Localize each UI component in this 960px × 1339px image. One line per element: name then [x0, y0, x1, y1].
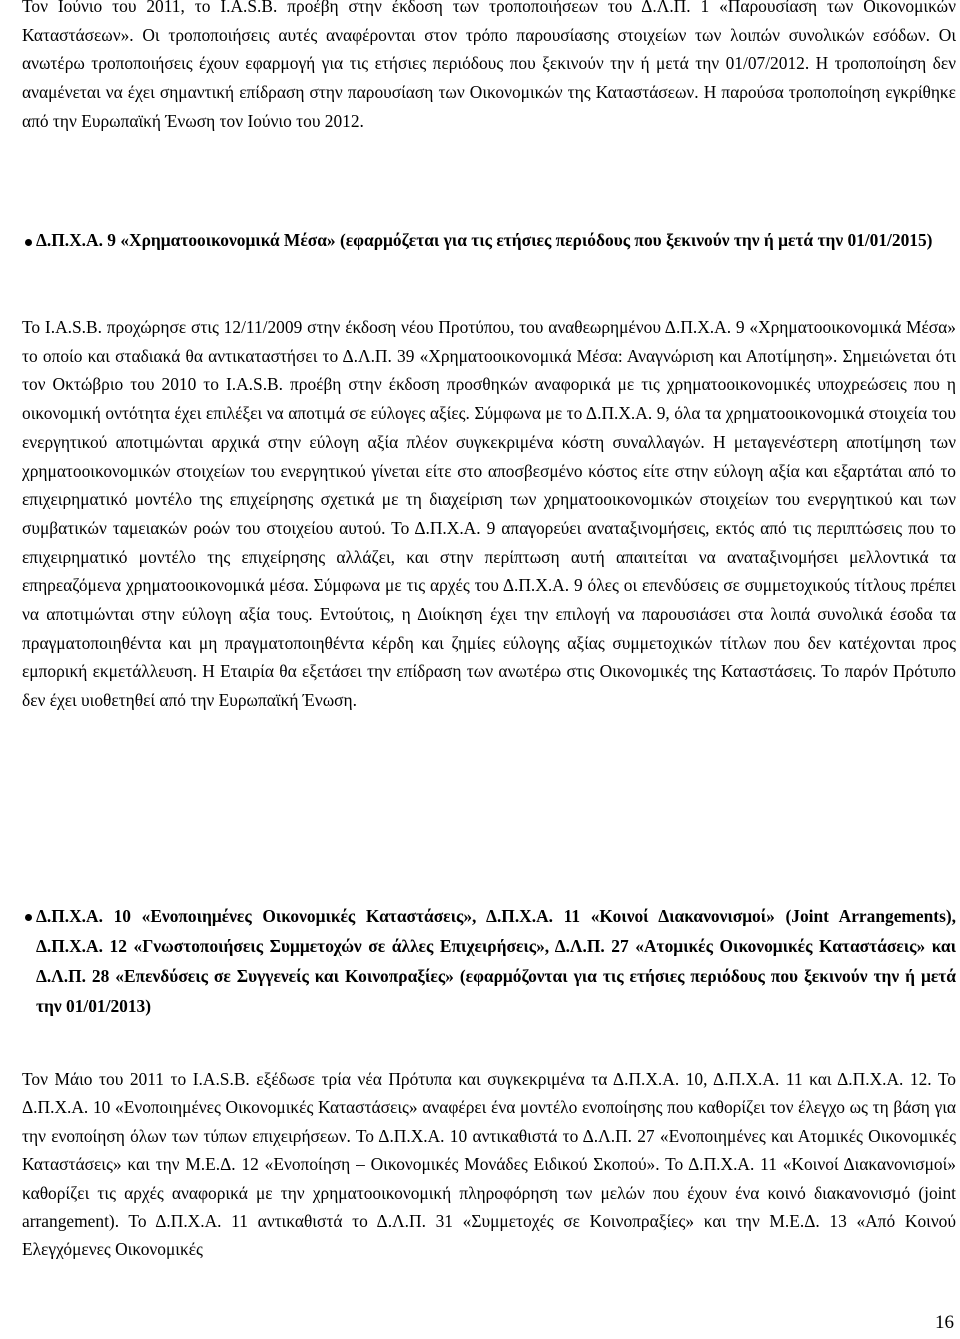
- paragraph-ifrs10-11-12: Τον Μάιο του 2011 το I.A.S.B. εξέδωσε τρία νέα Πρότυπα και συγκεκριμένα τα Δ.Π.Χ.Α. 10, Δ.Π.Χ.Α. 11 και Δ.Π.Χ.Α. 12. Το Δ.Π.Χ.Α. 10 «Ενοποιημένες Οικονομικές Καταστάσεις» αναφέρει ένα μοντέλο ενοποίησης που καθορίζει τον έλεγχο ως τη βάση για την ενοποίηση όλων των τύπων επιχειρήσεων. Το Δ.Π.Χ.Α. 10 αντικαθιστά το Δ.Λ.Π. 27 «Ενοποιημένες και Ατομικές Οικονομικές Καταστάσεις» και την Μ.Ε.Δ. 12 «Ενοποίηση – Οικονομικές Μονάδες Ειδικού Σκοπού». Το Δ.Π.Χ.Α. 11 «Κοινοί Διακανονισμοί» καθορίζει τις αρχές αναφορικά με την χρηματοοικονομική πληροφόρηση των μελών που έχουν ένα κοινό διακανονισμό (joint arrangement). Το Δ.Π.Χ.Α. 11 αντικαθιστά το Δ.Λ.Π. 31 «Συμμετοχές σε Κοινοπραξίες» και την Μ.Ε.Δ. 13 «Από Κοινού Ελεγχόμενες Οικονομικές: [22, 1069, 956, 1260]
- bullet-icon: [25, 239, 32, 246]
- page-number: 16: [935, 1312, 954, 1333]
- paragraph-ias1-amendment: Τον Ιούνιο του 2011, το I.A.S.B. προέβη στην έκδοση των τροποποιήσεων του Δ.Λ.Π. 1 «Παρουσίαση των Οικονομικών Καταστάσεων». Οι τροποποιήσεις αυτές αναφέρονται στον τρόπο παρουσίασης στοιχείων των λοιπών συνολικών εσόδων. Οι ανωτέρω τροποποιήσεις έχουν εφαρμογή για τις ετήσιες περιόδους που ξεκινούν την ή μετά την 01/07/2012. Η τροποποίηση δεν αναμένεται να έχει σημαντική επίδραση στην παρουσίαση των Οικονομικών της Καταστάσεων. Η παρούσα τροποποίηση εγκρίθηκε από την Ευρωπαϊκή Ένωση τον Ιούνιο του 2012.: [22, 0, 956, 131]
- paragraph-ifrs9: Το I.A.S.B. προχώρησε στις 12/11/2009 στην έκδοση νέου Προτύπου, του αναθεωρημένου Δ.Π.Χ.Α. 9 «Χρηματοοικονομικά Μέσα» το οποίο και σταδιακά θα αντικαταστήσει το Δ.Λ.Π. 39 «Χρηματοοικονομικά Μέσα: Αναγνώριση και Αποτίμηση». Σημειώνεται ότι τον Οκτώβριο του 2010 το I.A.S.B. προέβη στην έκδοση προσθηκών αναφορικά με τις χρηματοοικονομικές υποχρεώσεις που η οικονομική οντότητα έχει επιλέξει να αποτιμά σε εύλογες αξίες. Σύμφωνα με το Δ.Π.Χ.Α. 9, όλα τα χρηματοοικονομικά στοιχεία του ενεργητικού αποτιμώνται αρχικά στην εύλογη αξία πλέον συγκεκριμένα κόστη συναλλαγών. Η μεταγενέστερη αποτίμηση των χρηματοοικονομικών στοιχείων του ενεργητικού γίνεται είτε στο αποσβεσμένο κόστος είτε στην εύλογη αξία και εξαρτάται από το επιχειρηματικό μοντέλο της επιχείρησης σχετικά με τη διαχείριση των χρηματοοικονομικών στοιχείων του ενεργητικού και των συμβατικών ταμειακών ροών του στοιχείου αυτού. Το Δ.Π.Χ.Α. 9 απαγορεύει αναταξινομήσεις, εκτός από τις περιπτώσεις που το επιχειρηματικό μοντέλο της επιχείρησης αλλάζει, και στην περίπτωση αυτή απαιτείται να αναταξινομήσει μελλοντικά τα επηρεαζόμενα χρηματοοικονομικά μέσα. Σύμφωνα με τις αρχές του Δ.Π.Χ.Α. 9 όλες οι επενδύσεις σε συμμετοχικούς τίτλους πρέπει να αποτιμώνται στην εύλογη αξία τους. Εντούτοις, η Διοίκηση έχει την επιλογή να παρουσιάσει στα λοιπά συνολικά έσοδα τα πραγματοποιηθέντα και μη πραγματοποιηθέντα κέρδη και ζημίες εύλογης αξίας συμμετοχικών τίτλων που δεν κατέχονται προς εμπορική εκμετάλλευση. Η Εταιρία θα εξετάσει την επίδραση των ανωτέρω στις Οικονομικές της Καταστάσεις. Το παρόν Πρότυπο δεν έχει υιοθετηθεί από την Ευρωπαϊκή Ένωση.: [22, 317, 956, 711]
- heading-ifrs9: Δ.Π.Χ.Α. 9 «Χρηματοοικονομικά Μέσα» (εφαρμόζεται για τις ετήσιες περιόδους που ξεκινούν την ή μετά την 01/01/2015): [36, 230, 933, 250]
- bullet-icon: [25, 914, 32, 921]
- heading-ifrs10-11-12: Δ.Π.Χ.Α. 10 «Ενοποιημένες Οικονομικές Καταστάσεις», Δ.Π.Χ.Α. 11 «Κοινοί Διακανονισμοί» (Joint Arrangements), Δ.Π.Χ.Α. 12 «Γνωστοποιήσεις Συμμετοχών σε άλλες Επιχειρήσεις», Δ.Λ.Π. 27 «Ατομικές Οικονομικές Καταστάσεις» και Δ.Λ.Π. 28 «Επενδύσεις σε Συγγενείς και Κοινοπραξίες» (εφαρμόζονται για τις ετήσιες περιόδους που ξεκινούν την ή μετά την 01/01/2013): [36, 906, 956, 1016]
